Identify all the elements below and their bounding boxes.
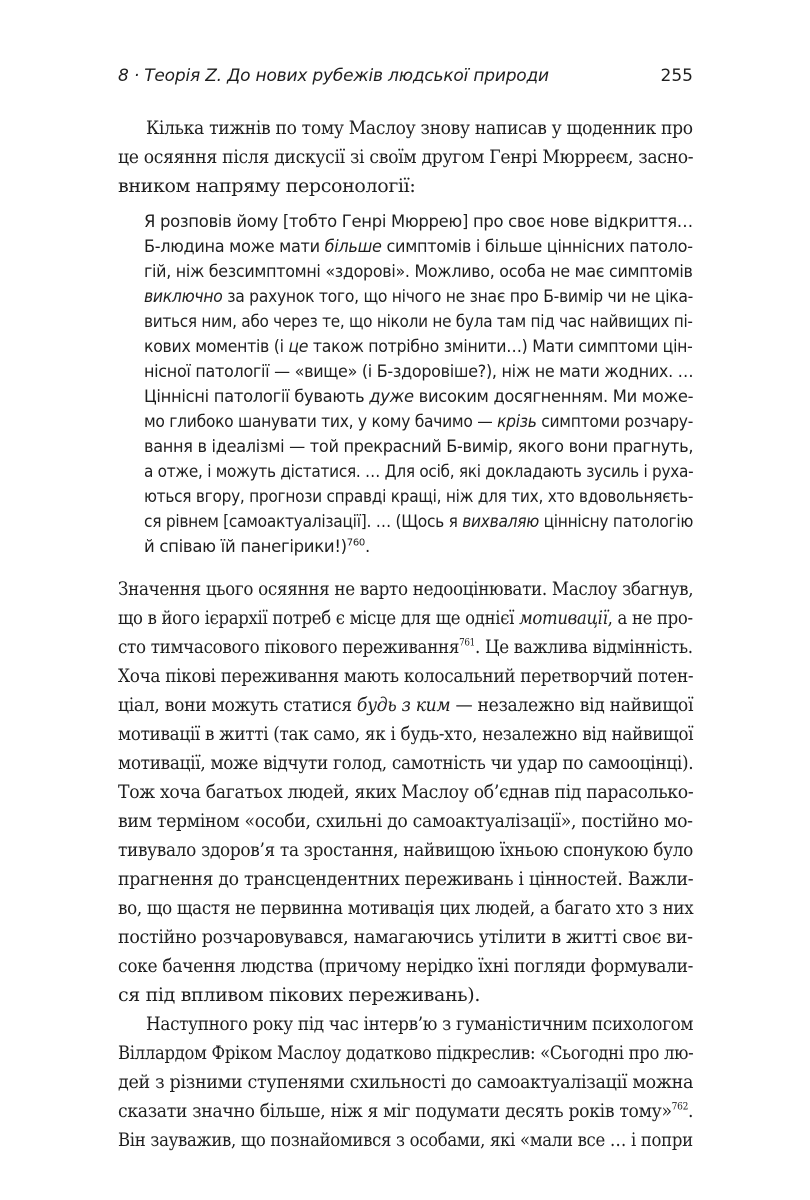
text-line: Тож хоча багатьох людей, яких Маслоу об’єднав під парасолько- bbox=[118, 781, 694, 803]
text-line: Значення цього осяяння не варто недооцінювати. Маслоу збагнув, bbox=[118, 578, 694, 600]
quote-line: й співаю їй панегірики!)$^{760}$. bbox=[144, 537, 370, 556]
quote-line: Б-людина може мати більше симптомів і більше ціннісних патоло- bbox=[144, 237, 693, 256]
running-header bbox=[118, 62, 693, 92]
emphasis: дуже bbox=[369, 387, 414, 406]
text-line: вником напряму персонології: bbox=[118, 175, 416, 197]
text-line: Наступного року під час інтерв’ю з гуманістичним психологом bbox=[146, 1013, 694, 1035]
footnote-ref: 761 bbox=[459, 637, 475, 649]
quote-line: ся рівнем [самоактуалізації]. … (Щось я вихваляю ціннісну патологію bbox=[144, 512, 694, 531]
quote-line: виключно за рахунок того, що нічого не знає про Б-вимір чи не ціка- bbox=[144, 287, 694, 306]
quote-line: нісної патології — «вище» (і Б-здоровіше?), ніж не мати жодних. … bbox=[144, 362, 694, 381]
text-line: ся під впливом пікових переживань). bbox=[118, 984, 481, 1006]
text-line: Кілька тижнів по тому Маслоу знову написав у щоденник про bbox=[146, 117, 693, 139]
quote-line: Я розповів йому [тобто Генрі Мюррею] про своє нове відкриття… bbox=[144, 212, 693, 231]
text-line: це осяяння після дискусії зі своїм другом Генрі Мюрреєм, засно- bbox=[118, 146, 694, 168]
text-line: соке бачення людства (причому нерідко їхні погляди формували- bbox=[118, 955, 694, 977]
emphasis: мотивації bbox=[519, 607, 608, 629]
quote-line: ються вгору, прогнози справді кращі, ніж для тих, хто вдовольняєть- bbox=[144, 487, 694, 506]
quote-line: мо глибоко шанувати тих, у кому бачимо — крізь симптоми розчару- bbox=[144, 412, 694, 431]
emphasis: вихваляю bbox=[462, 512, 539, 531]
text-line: сказати значно більше, ніж я міг подумати десять років тому»$^{762}$. bbox=[118, 1100, 694, 1122]
emphasis: це bbox=[288, 337, 309, 356]
footnote-ref: 762 bbox=[671, 1101, 689, 1113]
text-line: сто тимчасового пікового переживання$^{761}$. Це важлива відмінність. bbox=[118, 636, 693, 658]
emphasis: виключно bbox=[144, 287, 223, 306]
chapter-title: 8 · Теорія Z. До нових рубежів людської природи bbox=[118, 66, 549, 86]
text-line: ціал, вони можуть статися будь з ким — незалежно від найвищої bbox=[118, 694, 694, 716]
quote-line: вання в ідеалізмі — той прекрасний Б-вимір, якого вони прагнуть, bbox=[144, 437, 694, 456]
text-line: постійно розчаровувався, намагаючись утілити в житті своє ви- bbox=[118, 926, 693, 948]
emphasis: крізь bbox=[497, 412, 537, 431]
text-line: дей з різними ступенями схильності до самоактуалізації можна bbox=[118, 1071, 694, 1093]
emphasis: більше bbox=[324, 237, 382, 256]
page-number: 255 bbox=[660, 66, 693, 86]
quote-line: кових моментів (і це також потрібно змінити…) Мати симптоми цін- bbox=[144, 337, 693, 356]
quote-line: Ціннісні патології бувають дуже високим досягненням. Ми може- bbox=[144, 387, 694, 406]
quote-line: виться ним, або через те, що ніколи не була там під час найвищих пі- bbox=[144, 312, 693, 331]
text-line: прагнення до трансцендентних переживань і цінностей. Важли- bbox=[118, 868, 694, 890]
text-line: во, що щастя не первинна мотивація цих людей, а багато хто з них bbox=[118, 897, 694, 919]
text-line: тивувало здоров’я та зростання, найвищою їхньою спонукою було bbox=[118, 839, 693, 861]
text-line: що в його ієрархії потреб є місце для ще однієї мотивації, а не про- bbox=[118, 607, 693, 629]
quote-line: гій, ніж безсимптомні «здорові». Можливо, особа не має симптомів bbox=[144, 262, 693, 281]
text-line: Він зауважив, що познайомився з особами, які «мали все … і попри bbox=[118, 1129, 693, 1151]
text-line: Віллардом Фріком Маслоу додатково підкреслив: «Сьогодні про лю- bbox=[118, 1042, 694, 1064]
quote-line: а отже, і можуть дістатися. … Для осіб, які докладають зусиль і руха- bbox=[144, 462, 694, 481]
emphasis: будь з ким bbox=[356, 694, 451, 716]
text-line: мотивації в житті (так само, як і будь-хто, незалежно від найвищої bbox=[118, 723, 694, 745]
text-line: Хоча пікові переживання мають колосальний перетворчий потен- bbox=[118, 665, 694, 687]
text-line: вим терміном «особи, схильні до самоактуалізації», постійно мо- bbox=[118, 810, 693, 832]
text-line: мотивації, може відчути голод, самотність чи удар по самооцінці). bbox=[118, 752, 694, 774]
footnote-ref: 760 bbox=[346, 537, 365, 549]
